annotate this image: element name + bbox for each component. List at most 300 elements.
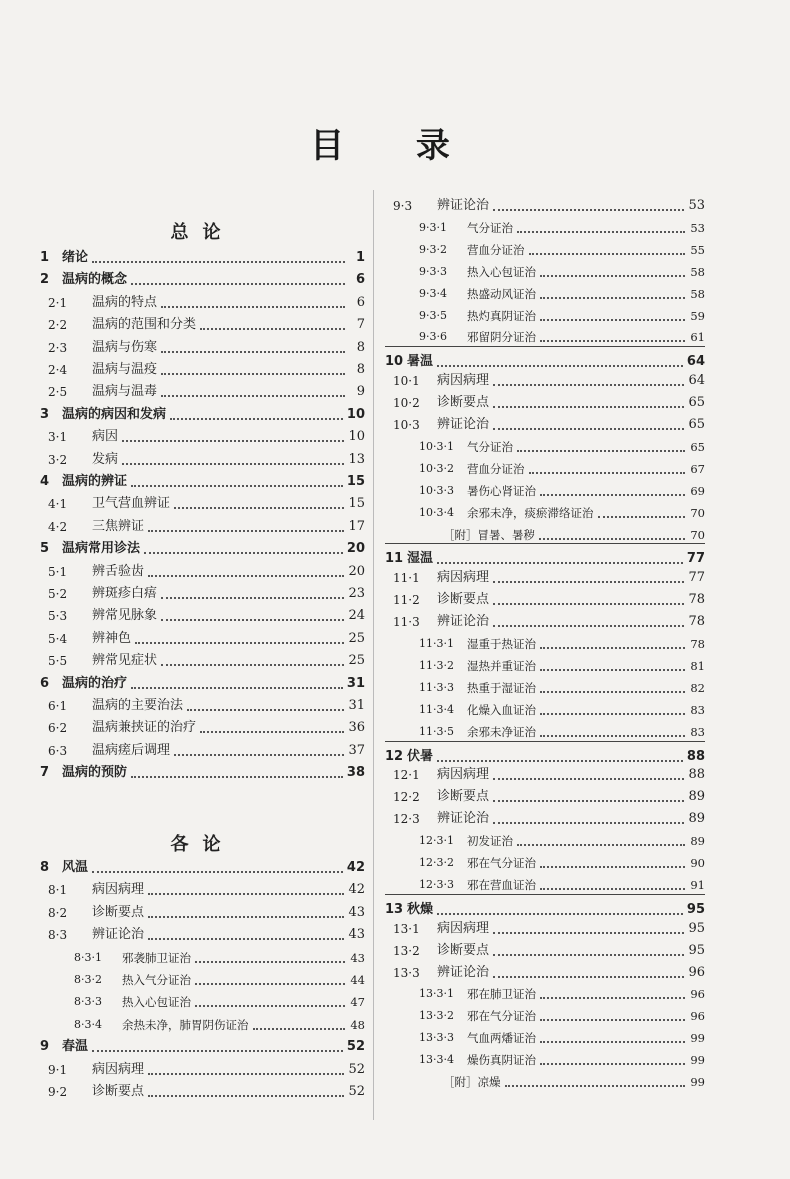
dot-leader — [540, 1040, 685, 1043]
dot-leader — [122, 462, 344, 465]
toc-entry-number: 10·3·2 — [419, 461, 454, 475]
toc-entry — [40, 1012, 365, 1034]
toc-entry-title: 辨证论治 — [437, 417, 490, 432]
dot-leader — [493, 953, 684, 956]
toc-entry-title: 诊断要点 — [437, 942, 490, 958]
toc-entry — [385, 390, 705, 412]
dot-leader — [195, 982, 345, 985]
toc-entry — [385, 981, 705, 1003]
toc-entry — [385, 1069, 705, 1091]
toc-entry-number: 2 — [40, 272, 50, 288]
toc-entry-number: 11·3·3 — [419, 680, 454, 694]
toc-entry-number: 8·2 — [48, 905, 68, 920]
toc-entry — [385, 653, 705, 675]
toc-entry-number: 12·3·2 — [419, 856, 454, 869]
toc-entry — [385, 609, 705, 631]
toc-entry-title: 邪在气分证治 — [467, 856, 536, 870]
dot-leader — [540, 1062, 685, 1065]
toc-entry — [385, 806, 705, 828]
toc-entry — [385, 784, 705, 806]
toc-entry — [385, 872, 705, 894]
toc-entry — [385, 960, 705, 982]
toc-entry — [385, 368, 705, 390]
toc-entry-page: 58 — [690, 286, 705, 301]
toc-entry-number: 12·3 — [393, 812, 420, 827]
toc-entry-number: 11·3·5 — [419, 724, 454, 738]
toc-entry-number: 12·3·3 — [419, 877, 454, 891]
toc-entry-title: 温病与温毒 — [92, 384, 158, 400]
toc-entry-title: 病因病理 — [437, 767, 490, 783]
dot-leader — [493, 602, 684, 605]
toc-entry-page: 52 — [348, 1061, 365, 1077]
toc-entry-number: 13·2 — [393, 943, 420, 958]
toc-entry-number: 11·3·4 — [419, 702, 454, 716]
toc-entry-number: 11·3·1 — [419, 637, 454, 650]
toc-entry-title: 风温 — [62, 860, 89, 875]
toc-entry-number: 5·3 — [48, 609, 68, 624]
toc-entry — [385, 193, 705, 215]
toc-entry-title: 辨常见脉象 — [92, 608, 158, 624]
dot-leader — [540, 668, 685, 671]
toc-entry-title: 温病的病因和发病 — [62, 406, 167, 422]
toc-entry-number: 8·3 — [48, 928, 68, 943]
toc-entry-number: 13·3·4 — [419, 1053, 454, 1067]
dot-leader — [131, 282, 345, 285]
toc-entry-page: 38 — [346, 765, 365, 781]
dot-leader — [540, 996, 685, 999]
toc-entry — [40, 469, 365, 491]
toc-entry — [40, 738, 365, 760]
toc-entry-number: 8·3·3 — [74, 995, 102, 1009]
toc-entry — [385, 1003, 705, 1025]
toc-entry-title: 三焦辨证 — [92, 518, 145, 534]
toc-entry-title: 诊断要点 — [437, 395, 490, 411]
toc-entry-page: 96 — [690, 987, 705, 1002]
dot-leader — [253, 1027, 346, 1030]
dot-leader — [540, 318, 685, 321]
toc-entry-title: 温病的治疗 — [62, 675, 128, 691]
toc-entry-page: 78 — [688, 592, 705, 608]
toc-entry-title: 营血分证治 — [467, 242, 525, 257]
toc-entry — [40, 581, 365, 603]
dot-leader — [92, 870, 343, 873]
toc-entry-number: 6·2 — [48, 721, 68, 736]
dot-leader — [493, 208, 684, 211]
toc-entry-page: 23 — [348, 586, 365, 601]
dot-leader — [148, 937, 344, 940]
toc-entry — [40, 648, 365, 670]
dot-leader — [493, 975, 684, 978]
toc-entry-number: 13·3·1 — [419, 987, 454, 1001]
toc-entry-page: 53 — [688, 198, 705, 213]
toc-entry — [40, 424, 365, 446]
toc-entry-page: 78 — [690, 637, 705, 651]
toc-entry-page: 48 — [350, 1017, 365, 1032]
toc-entry-number: 1 — [40, 250, 50, 265]
toc-entry-title: 秋燥 — [407, 901, 434, 917]
toc-entry-title: 病因 — [92, 429, 119, 445]
toc-entry-page: 9 — [356, 384, 365, 400]
toc-entry-number: 9·3·1 — [419, 220, 447, 234]
toc-entry-title: 邪在肺卫证治 — [467, 987, 536, 1002]
toc-entry-title: 温病的辨证 — [62, 474, 128, 489]
toc-entry-title: 伏暑 — [407, 748, 434, 764]
toc-entry-number: 5·5 — [48, 654, 68, 669]
toc-entry-page: 89 — [688, 811, 705, 827]
toc-entry-page: 95 — [688, 942, 705, 958]
dot-leader — [161, 305, 345, 308]
toc-entry-page: 96 — [688, 964, 705, 980]
toc-entry — [40, 945, 365, 967]
dot-leader — [131, 686, 343, 689]
toc-entry-number: 5·2 — [48, 587, 68, 601]
toc-entry-title: 诊断要点 — [437, 592, 490, 608]
dot-leader — [144, 551, 343, 554]
toc-entry — [385, 697, 705, 719]
toc-entry — [385, 916, 705, 938]
dot-leader — [195, 960, 345, 963]
toc-entry — [385, 828, 705, 850]
dot-leader — [437, 759, 683, 762]
toc-entry-title: 诊断要点 — [437, 789, 490, 805]
toc-entry-title: 病因病理 — [437, 373, 490, 389]
toc-entry-page: 7 — [356, 317, 365, 333]
toc-entry-title: 湿热并重证治 — [467, 658, 536, 673]
dot-leader — [161, 596, 344, 599]
toc-entry-title: 热入气分证治 — [122, 973, 191, 987]
dot-leader — [161, 350, 345, 353]
dot-leader — [148, 1094, 344, 1097]
toc-entry — [385, 215, 705, 237]
toc-entry-number: 4 — [40, 474, 50, 489]
dot-leader — [437, 561, 683, 564]
toc-entry-title: 余邪未净，痰瘀滞络证治 — [467, 505, 594, 520]
toc-entry-page: 67 — [690, 461, 705, 476]
toc-entry-title: 湿重于热证治 — [467, 637, 536, 651]
toc-entry — [40, 1034, 365, 1056]
toc-entry-title: 诊断要点 — [92, 904, 145, 920]
toc-entry-number: 8 — [40, 860, 50, 875]
toc-entry — [40, 402, 365, 424]
dot-leader — [598, 515, 686, 518]
toc-entry — [385, 675, 705, 697]
toc-entry-page: 77 — [688, 570, 705, 586]
toc-entry-page: 59 — [690, 308, 705, 323]
toc-entry-number: 9·3·5 — [419, 308, 447, 322]
toc-entry-number: 5·4 — [48, 631, 68, 646]
toc-entry-number: 9·3·4 — [419, 286, 447, 300]
toc-entry — [40, 715, 365, 737]
toc-entry-page: 13 — [348, 451, 365, 467]
toc-entry-number: 13 — [385, 901, 404, 917]
toc-entry-page: 15 — [346, 474, 365, 489]
toc-entry-title: 温病的范围和分类 — [92, 317, 197, 333]
toc-entry-title: 暑温 — [407, 354, 434, 370]
toc-entry-title: 热重于湿证治 — [467, 680, 536, 695]
toc-entry-page: 52 — [346, 1039, 365, 1055]
dot-leader — [161, 663, 344, 666]
toc-entry-page: 77 — [686, 551, 705, 567]
toc-entry-title: 温病与伤寒 — [92, 339, 158, 355]
toc-entry-title: 辨斑疹白痦 — [92, 586, 158, 601]
toc-entry-number: 10·3·3 — [419, 483, 454, 497]
toc-entry-number: 9·2 — [48, 1085, 68, 1099]
toc-entry — [40, 245, 365, 267]
toc-entry-page: 83 — [690, 724, 705, 739]
toc-entry-title: 气分证治 — [467, 439, 513, 454]
toc-entry — [385, 1025, 705, 1047]
dot-leader — [539, 537, 685, 540]
toc-entry-page: 6 — [355, 272, 365, 288]
toc-entry-number: 6·1 — [48, 699, 68, 713]
dot-leader — [540, 865, 685, 868]
toc-entry-number: 9·3·2 — [419, 242, 447, 256]
toc-entry-page: 53 — [690, 220, 705, 235]
toc-entry-page: 36 — [348, 720, 365, 736]
toc-entry — [40, 536, 365, 558]
dot-leader — [505, 1084, 686, 1087]
toc-entry-page: 15 — [348, 496, 365, 512]
toc-entry — [40, 989, 365, 1011]
toc-entry-title: 邪袭肺卫证治 — [122, 950, 191, 965]
dot-leader — [493, 799, 684, 802]
dot-leader — [493, 931, 684, 934]
toc-entry-number: 2·4 — [48, 363, 68, 377]
toc-entry-page: 88 — [688, 767, 705, 783]
toc-entry — [40, 760, 365, 782]
toc-entry-title: 温病常用诊法 — [62, 541, 141, 557]
toc-entry-number: 10·3·1 — [419, 439, 454, 453]
toc-entry-page: 81 — [690, 658, 705, 673]
toc-entry-title: 辨证论治 — [437, 811, 490, 827]
toc-entry-title: 辨神色 — [92, 630, 132, 646]
toc-entry-page: 58 — [690, 264, 705, 279]
toc-entry-number: 13·1 — [393, 921, 420, 936]
dot-leader — [437, 912, 683, 915]
dot-leader — [493, 383, 684, 386]
toc-entry — [40, 922, 365, 944]
toc-entry-title: 温病的预防 — [62, 765, 128, 781]
toc-entry-page: 44 — [350, 973, 365, 987]
toc-entry-title: ［附］凉燥 — [443, 1075, 501, 1089]
toc-entry-number: 10 — [385, 354, 404, 370]
dot-leader — [493, 580, 684, 583]
toc-entry-number: 8·1 — [48, 883, 68, 898]
toc-entry-title: 化燥入血证治 — [467, 702, 536, 717]
toc-entry-page: 42 — [348, 882, 365, 898]
toc-entry — [40, 491, 365, 513]
toc-entry-number: 9·1 — [48, 1062, 68, 1077]
toc-entry-title: 温病的概念 — [62, 272, 128, 288]
toc-entry — [385, 478, 705, 500]
toc-entry-page: 70 — [690, 527, 705, 542]
toc-entry-page: 64 — [688, 373, 705, 389]
toc-entry-number: 9·3·6 — [419, 330, 447, 344]
toc-entry-number: 11 — [385, 551, 404, 567]
toc-entry-page: 52 — [348, 1084, 365, 1099]
dot-leader — [493, 777, 684, 780]
toc-entry-number: 2·3 — [48, 340, 68, 355]
toc-entry — [40, 357, 365, 379]
dot-leader — [529, 471, 686, 474]
toc-entry-page: 90 — [690, 856, 705, 870]
toc-entry-number: 8·3·2 — [74, 973, 102, 986]
toc-entry-page: 99 — [690, 1053, 705, 1068]
toc-entry-page: 99 — [690, 1031, 705, 1046]
toc-entry-page: 25 — [348, 653, 365, 669]
toc-entry — [385, 938, 705, 960]
toc-entry-page: 65 — [688, 417, 705, 432]
toc-entry-number: 12·3·1 — [419, 834, 454, 848]
toc-entry-page: 10 — [346, 406, 365, 422]
dot-leader — [170, 417, 343, 420]
toc-entry-page: 65 — [690, 439, 705, 454]
toc-entry — [40, 877, 365, 899]
toc-entry-title: 气血两燔证治 — [467, 1031, 536, 1046]
toc-entry-title: 热灼真阴证治 — [467, 308, 536, 323]
toc-entry-number: 10·2 — [393, 396, 420, 411]
dot-leader — [174, 753, 344, 756]
dot-leader — [131, 775, 343, 778]
dot-leader — [92, 1049, 343, 1052]
toc-entry-number: 11·2 — [393, 593, 420, 608]
toc-entry-title: 辨证论治 — [92, 927, 145, 943]
toc-entry — [40, 603, 365, 625]
toc-entry-title: 燥伤真阴证治 — [467, 1053, 536, 1068]
toc-entry — [385, 522, 705, 544]
toc-entry — [385, 631, 705, 653]
toc-entry — [40, 267, 365, 289]
toc-entry — [385, 1047, 705, 1069]
toc-entry-page: 61 — [690, 330, 705, 345]
dot-leader — [122, 439, 344, 442]
dot-leader — [540, 1018, 685, 1021]
toc-entry — [385, 850, 705, 872]
toc-entry-title: 病因病理 — [437, 920, 490, 936]
toc-entry-title: 温病与温疫 — [92, 362, 158, 377]
dot-leader — [148, 574, 344, 577]
dot-leader — [529, 252, 686, 255]
dot-leader — [540, 339, 685, 342]
toc-entry-title: 辨证论治 — [437, 964, 490, 980]
toc-entry — [40, 379, 365, 401]
section-heading-specific: 各论 — [170, 834, 235, 855]
toc-entry-page: 47 — [350, 995, 365, 1010]
dot-leader — [540, 646, 685, 649]
dot-leader — [135, 641, 344, 644]
toc-entry-title: 热入心包证治 — [467, 264, 536, 279]
toc-entry-number: 11·3 — [393, 615, 420, 630]
toc-entry — [385, 237, 705, 259]
toc-entry — [385, 412, 705, 434]
toc-entry — [385, 587, 705, 609]
toc-entry-title: ［附］冒暑、暑秽 — [443, 527, 535, 542]
toc-entry-number: 13·3·2 — [419, 1009, 454, 1023]
toc-entry — [40, 1079, 365, 1101]
dot-leader — [148, 529, 344, 532]
toc-entry — [40, 967, 365, 989]
toc-entry-title: 卫气营血辨证 — [92, 496, 171, 512]
toc-entry-page: 99 — [690, 1075, 705, 1089]
toc-entry-number: 5 — [40, 541, 50, 557]
toc-entry-page: 69 — [690, 483, 705, 498]
toc-entry — [40, 626, 365, 648]
dot-leader — [540, 296, 685, 299]
toc-entry-page: 8 — [356, 339, 365, 355]
toc-entry — [385, 500, 705, 522]
dot-leader — [195, 1004, 345, 1007]
toc-entry-page: 43 — [348, 904, 365, 920]
toc-entry-title: 邪在气分证治 — [467, 1009, 536, 1024]
toc-entry — [385, 434, 705, 456]
toc-entry-title: 热入心包证治 — [122, 995, 191, 1010]
toc-entry-page: 25 — [348, 630, 365, 646]
toc-entry-title: 春温 — [62, 1039, 89, 1055]
toc-entry-number: 8·3·4 — [74, 1017, 102, 1031]
toc-entry-page: 89 — [690, 834, 705, 849]
toc-entry-title: 温病瘥后调理 — [92, 742, 171, 758]
toc-entry-number: 6·3 — [48, 743, 68, 758]
dot-leader — [437, 364, 683, 367]
dot-leader — [200, 327, 345, 330]
toc-entry-number: 9·3·3 — [419, 264, 447, 278]
dot-leader — [517, 843, 685, 846]
toc-entry — [385, 565, 705, 587]
toc-entry-number: 7 — [40, 765, 50, 781]
toc-entry — [40, 335, 365, 357]
toc-entry-title: 病因病理 — [92, 1061, 145, 1077]
toc-entry-title: 辨证论治 — [437, 198, 490, 213]
toc-entry-page: 8 — [356, 362, 365, 377]
toc-entry-title: 病因病理 — [437, 570, 490, 586]
toc-entry — [40, 855, 365, 877]
toc-entry-page: 88 — [686, 748, 705, 764]
dot-leader — [517, 449, 685, 452]
toc-entry-title: 辨证论治 — [437, 614, 490, 630]
dot-leader — [493, 624, 684, 627]
toc-entry-page: 24 — [348, 608, 365, 624]
dot-leader — [540, 274, 685, 277]
toc-entry-page: 95 — [686, 901, 705, 917]
toc-entry-page: 42 — [346, 860, 365, 875]
toc-entry — [385, 456, 705, 478]
toc-entry-page: 95 — [688, 920, 705, 936]
toc-entry-page: 89 — [688, 789, 705, 805]
column-divider — [373, 190, 374, 1120]
toc-entry-number: 11·3·2 — [419, 658, 454, 672]
dot-leader — [517, 230, 685, 233]
section-heading-general: 总论 — [170, 222, 235, 243]
toc-entry-page: 70 — [690, 505, 705, 520]
dot-leader — [131, 484, 343, 487]
toc-entry-page: 82 — [690, 680, 705, 695]
toc-entry-number: 10·3·4 — [419, 505, 454, 519]
toc-entry-number: 11·1 — [393, 571, 420, 586]
toc-entry-title: 诊断要点 — [92, 1084, 145, 1099]
toc-entry-number: 12 — [385, 748, 404, 764]
dot-leader — [540, 887, 685, 890]
toc-entry-title: 营血分证治 — [467, 461, 525, 476]
toc-entry — [385, 303, 705, 325]
dot-leader — [92, 260, 345, 263]
toc-entry-page: 1 — [355, 250, 365, 265]
toc-entry-number: 5·1 — [48, 564, 68, 579]
dot-leader — [493, 405, 684, 408]
toc-entry-title: 初发证治 — [467, 834, 513, 849]
toc-entry-number: 3·2 — [48, 452, 68, 467]
dot-leader — [161, 372, 345, 375]
toc-entry-title: 病因病理 — [92, 882, 145, 898]
